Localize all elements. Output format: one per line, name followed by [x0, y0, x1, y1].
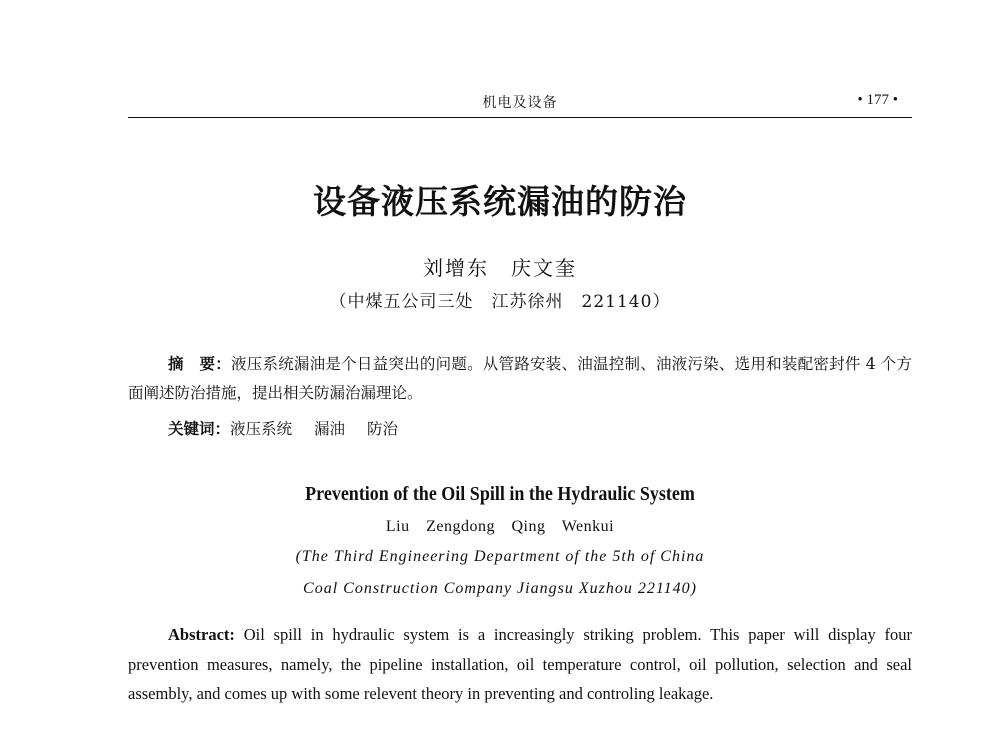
- abstract-label-chinese: 摘 要：: [168, 355, 231, 373]
- abstract-label-english: Abstract:: [168, 625, 235, 644]
- abstract-text-english: Oil spill in hydraulic system is a increasingly striking problem. This paper will display four prevention measures, namely, the pipeline installation, oil temperature control, oil pollution, selection and seal assembly, and comes up with some relevent theory in preventing and controling leakage.: [128, 625, 913, 703]
- header-rule: [128, 117, 912, 118]
- abstract-chinese: [128, 350, 912, 408]
- authors-english: Liu Zengdong Qing Wenkui: [385, 518, 615, 535]
- keyword-item: 防治: [367, 420, 399, 438]
- authors-chinese: 刘增东 庆文奎: [423, 256, 577, 280]
- keywords-label-chinese: 关键词：: [168, 420, 231, 438]
- article-title-chinese: 设备液压系统漏油的防治: [313, 182, 687, 221]
- abstract-english: [128, 620, 912, 709]
- affiliation-chinese: （中煤五公司三处 江苏徐州 221140）: [329, 292, 671, 312]
- affiliation-english-line2: Coal Construction Company Jiangsu Xuzhou 221140): [303, 580, 697, 597]
- keywords-chinese: [168, 415, 912, 444]
- article-title-english: Prevention of the Oil Spill in the Hydraulic System: [305, 483, 695, 505]
- journal-section-name: 机电及设备: [482, 95, 558, 111]
- affiliation-english-line1: (The Third Engineering Department of the 5th of China: [295, 548, 705, 565]
- keyword-item: 漏油: [314, 420, 346, 438]
- page-number: • 177 •: [857, 92, 898, 108]
- abstract-text-chinese: 液压系统漏油是个日益突出的问题。从管路安装、油温控制、油液污染、选用和装配密封件 4 个方面阐述防治措施，提出相关防漏治漏理论。: [128, 355, 912, 402]
- keyword-item: 液压系统: [230, 420, 293, 438]
- running-header: [128, 86, 912, 118]
